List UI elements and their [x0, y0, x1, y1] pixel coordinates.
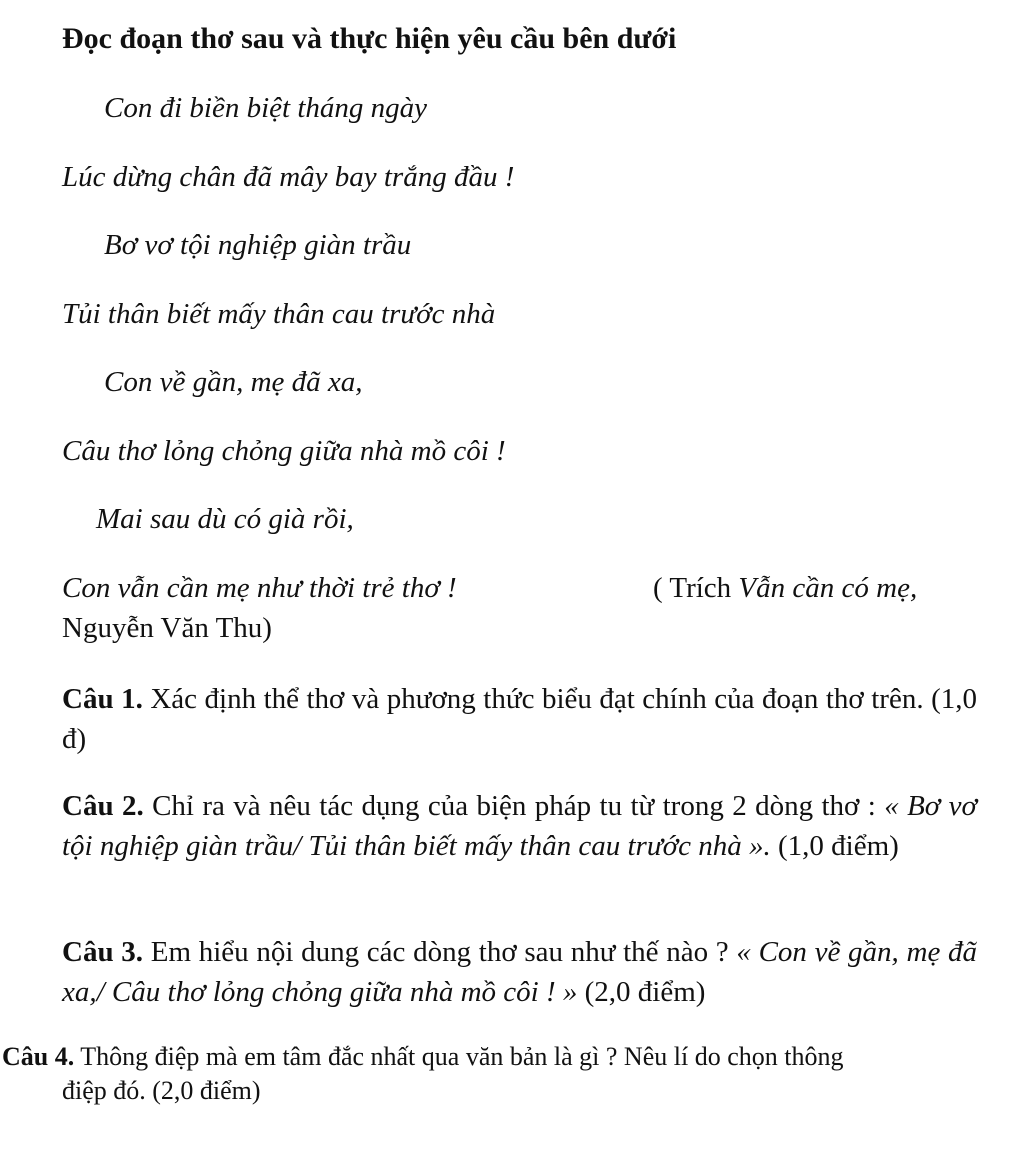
- question-4: [2, 1040, 977, 1108]
- citation-source: [653, 572, 917, 605]
- question-3-quote: « Con về gần, mẹ đã xa,/ Câu thơ lỏng chỏng giữa nhà mồ côi ! »: [62, 936, 978, 1008]
- poem-line-1: Con đi biền biệt tháng ngày: [104, 92, 427, 124]
- question-2: [62, 786, 977, 866]
- poem-line-4: Tủi thân biết mấy thân cau trước nhà: [62, 298, 496, 330]
- poem-line-5: Con về gần, mẹ đã xa,: [104, 366, 363, 398]
- question-4-line-2: điệp đó. (2,0 điểm): [62, 1076, 261, 1105]
- question-2-points: (1,0 điểm): [770, 830, 899, 862]
- question-3-label: Câu 3.: [62, 936, 144, 968]
- question-3-points: (2,0 điểm): [577, 976, 706, 1008]
- question-3-text: Em hiểu nội dung các dòng thơ sau như thế nào ?: [143, 936, 737, 968]
- poem-line-6: Câu thơ lỏng chỏng giữa nhà mồ côi !: [62, 435, 506, 467]
- question-4-label: Câu 4.: [2, 1042, 75, 1071]
- question-1-text: Xác định thể thơ và phương thức biểu đạt chính của đoạn thơ trên. (1,0 đ): [62, 683, 977, 755]
- question-2-text: Chỉ ra và nêu tác dụng của biện pháp tu từ trong 2 dòng thơ :: [143, 790, 885, 822]
- citation-title: Vẫn cần có mẹ,: [738, 572, 918, 604]
- citation-open: ( Trích: [653, 572, 739, 604]
- question-3: [62, 932, 977, 1012]
- question-1-label: Câu 1.: [62, 683, 143, 715]
- poem-line-2: Lúc dừng chân đã mây bay trắng đầu !: [62, 161, 515, 193]
- poem-line-3: Bơ vơ tội nghiệp giàn trầu: [104, 229, 412, 261]
- instruction-heading: Đọc đoạn thơ sau và thực hiện yêu cầu bên dưới: [62, 22, 677, 55]
- poem-line-7: Mai sau dù có già rồi,: [96, 503, 354, 535]
- question-1: [62, 679, 977, 759]
- question-2-quote: « Bơ vơ tội nghiệp giàn trầu/ Tủi thân biết mấy thân cau trước nhà ».: [62, 790, 977, 862]
- question-4-text: Thông điệp mà em tâm đắc nhất qua văn bản là gì ? Nêu lí do chọn thông: [74, 1042, 844, 1071]
- question-2-label: Câu 2.: [62, 790, 144, 822]
- question-4-line-1: [2, 1040, 977, 1074]
- poem-line-8: Con vẫn cần mẹ như thời trẻ thơ !: [62, 572, 457, 604]
- citation-author: Nguyễn Văn Thu): [62, 612, 272, 644]
